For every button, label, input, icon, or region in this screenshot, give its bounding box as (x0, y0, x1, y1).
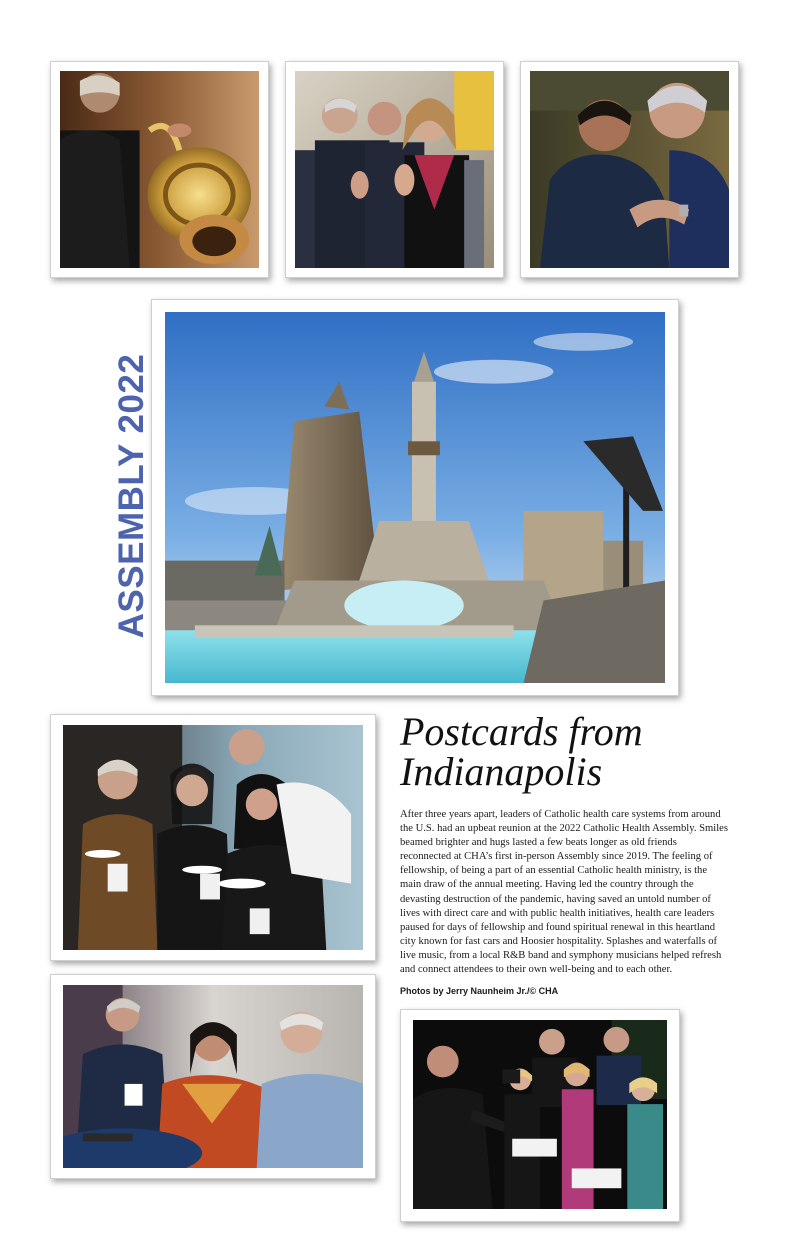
photo-soldiers-sailors-monument (151, 299, 679, 696)
photo-two-men-hugging (520, 61, 739, 278)
table-conversation-image (63, 985, 363, 1168)
photo-table-conversation (50, 974, 376, 1179)
article-body: After three years apart, leaders of Catholic health care systems from around the U.S. had an upbeat reunion at the 2022 Catholic Health Assembly. Smiles beamed brighter and hugs lasted a few beats longer as old friends reconnected at CHA’s first in-person Assembly since 2019. The feeling of fellowship, of being a part of an essential Catholic health ministry, is the main draw of the annual meeting. Having led the country through the devasting destruction of the pandemic, having saved an untold number of lives with direct care and with public health initiatives, health care leaders paused for days of fellowship and found spiritual renewal in this heartland city known for fast cars and Hoosier hospitality. Splashes and waterfalls of live music, from a local R&B band and symphony musicians helped refresh and connect attendees to their own well-being and to each other. (400, 809, 728, 976)
photo-credit: Photos by Jerry Naunheim Jr./© CHA (400, 986, 559, 996)
sisters-laughing-image (63, 725, 363, 950)
photo-sisters-laughing (50, 714, 376, 961)
section-label-vertical: ASSEMBLY 2022 (112, 353, 151, 639)
applauding-audience-image (295, 71, 494, 268)
hugging-men-image (530, 71, 729, 268)
headline: Postcards from Indianapolis (400, 709, 643, 794)
french-horn-image (60, 71, 259, 268)
photo-french-horn-player (50, 61, 269, 278)
photo-audience-applauding (285, 61, 504, 278)
choir-singing-image (413, 1020, 667, 1209)
monument-fountain-image (165, 312, 665, 683)
photo-choir-singing (400, 1009, 680, 1222)
